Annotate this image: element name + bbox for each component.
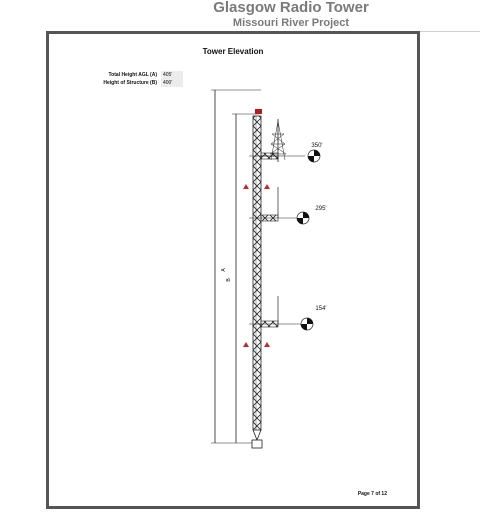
spec-value: 400': [161, 79, 183, 87]
mount-elevation-label: 350': [311, 143, 323, 149]
beacon-light: [255, 109, 262, 114]
dimension-label-b: B: [226, 278, 232, 282]
elevation-marker-icon: [308, 150, 320, 162]
tower-elevation-drawing: [49, 34, 417, 506]
mount-elevation-label: 154': [315, 306, 327, 312]
elevation-marker-icon: [297, 212, 309, 224]
page-heading: Tower Elevation: [202, 47, 264, 56]
spec-label: Total Height AGL (A): [108, 72, 157, 78]
tower-mast: [252, 109, 262, 448]
dimension-label-a: A: [221, 268, 227, 272]
document-title: Glasgow Radio Tower: [213, 0, 369, 16]
document-subtitle: Missouri River Project: [232, 17, 350, 29]
spec-label: Height of Structure (B): [103, 80, 157, 86]
document-page: [46, 31, 420, 509]
elevation-marker-icon: [301, 318, 313, 330]
page-number: Page 7 of 12: [357, 491, 387, 497]
mount-elevation-label: 295': [315, 206, 327, 212]
spec-value: 405': [161, 71, 183, 79]
